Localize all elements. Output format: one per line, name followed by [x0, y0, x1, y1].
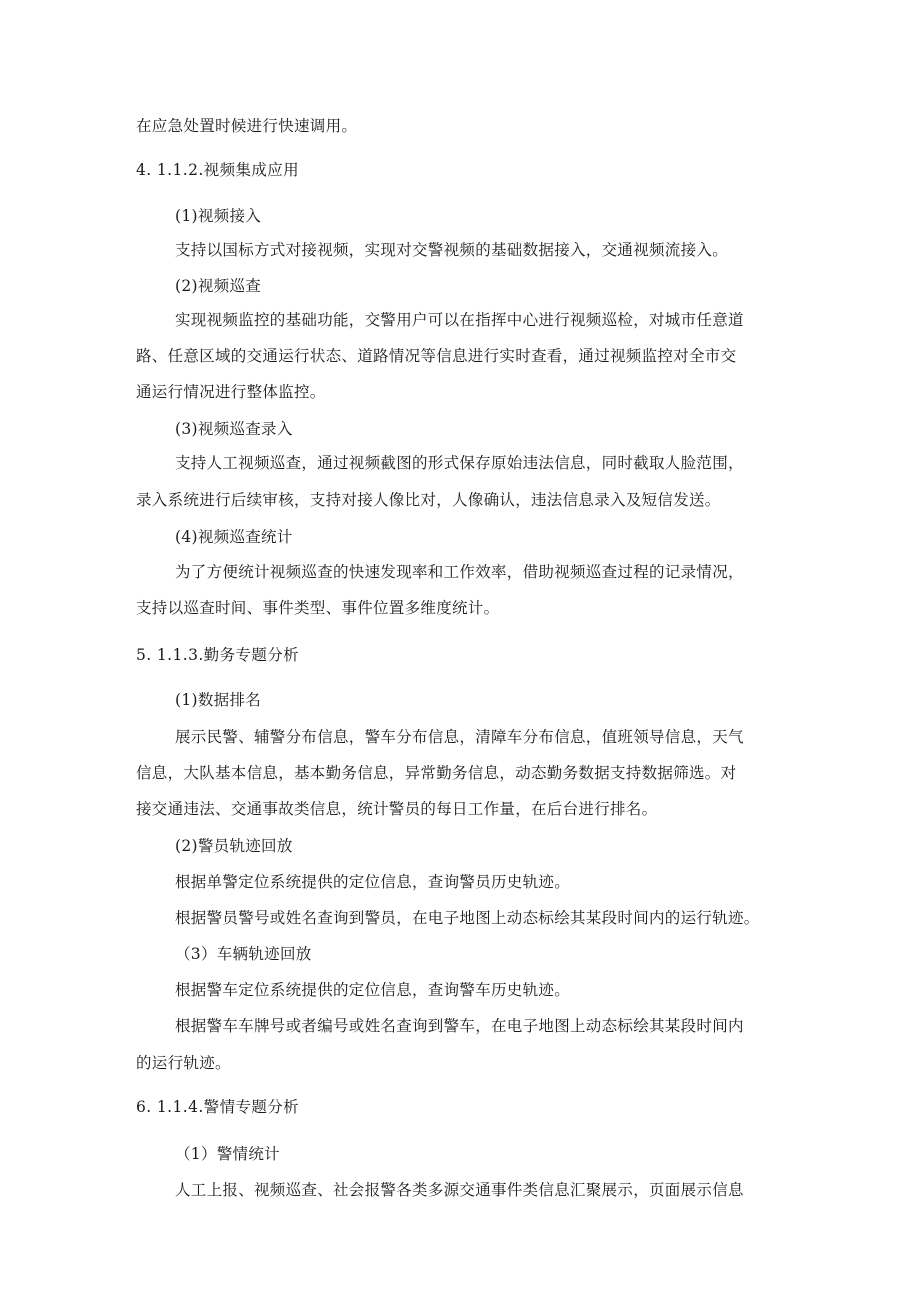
paragraph-line: 实现视频监控的基础功能，交警用户可以在指挥中心进行视频巡检，对城市任意道	[175, 311, 744, 329]
paragraph-line: 根据警员警号或姓名查询到警员，在电子地图上动态标绘其某段时间内的运行轨迹。	[175, 909, 760, 927]
section-heading: 5. 1.1.3.勤务专题分析	[136, 646, 300, 664]
paragraph-line: 通运行情况进行整体监控。	[136, 383, 326, 401]
paragraph-line: 根据警车车牌号或者编号或姓名查询到警车，在电子地图上动态标绘其某段时间内	[175, 1017, 744, 1035]
paragraph-line: 为了方便统计视频巡查的快速发现率和工作效率，借助视频巡查过程的记录情况，	[175, 563, 744, 581]
subsection-heading: (4)视频巡查统计	[175, 528, 293, 546]
paragraph-line: 在应急处置时候进行快速调用。	[136, 117, 358, 135]
paragraph-line: 信息，大队基本信息，基本勤务信息，异常勤务信息，动态勤务数据支持数据筛选。对	[136, 764, 737, 782]
paragraph-line: 支持人工视频巡查，通过视频截图的形式保存原始违法信息，同时截取人脸范围，	[175, 454, 744, 472]
section-heading: 6. 1.1.4.警情专题分析	[136, 1098, 300, 1116]
paragraph-line: 的运行轨迹。	[136, 1054, 231, 1072]
subsection-heading: （3）车辆轨迹回放	[175, 945, 312, 963]
paragraph-line: 支持以巡查时间、事件类型、事件位置多维度统计。	[136, 599, 500, 617]
subsection-heading: (1)视频接入	[175, 207, 262, 225]
paragraph-line: 支持以国标方式对接视频，实现对交警视频的基础数据接入，交通视频流接入。	[175, 241, 729, 259]
paragraph-line: 人工上报、视频巡查、社会报警各类多源交通事件类信息汇聚展示，页面展示信息	[175, 1181, 744, 1199]
subsection-heading: (3)视频巡查录入	[175, 420, 293, 438]
subsection-heading: (2)视频巡查	[175, 277, 262, 295]
subsection-heading: (1)数据排名	[175, 691, 262, 709]
section-heading: 4. 1.1.2.视频集成应用	[136, 161, 300, 179]
paragraph-line: 根据单警定位系统提供的定位信息，查询警员历史轨迹。	[175, 873, 571, 891]
subsection-heading: (2)警员轨迹回放	[175, 837, 293, 855]
paragraph-line: 根据警车定位系统提供的定位信息，查询警车历史轨迹。	[175, 981, 571, 999]
paragraph-line: 录入系统进行后续审核，支持对接人像比对，人像确认，违法信息录入及短信发送。	[136, 491, 721, 509]
paragraph-line: 路、任意区域的交通运行状态、道路情况等信息进行实时查看，通过视频监控对全市交	[136, 347, 737, 365]
paragraph-line: 接交通违法、交通事故类信息，统计警员的每日工作量，在后台进行排名。	[136, 800, 658, 818]
subsection-heading: （1）警情统计	[175, 1145, 280, 1163]
paragraph-line: 展示民警、辅警分布信息，警车分布信息，清障车分布信息，值班领导信息，天气	[175, 728, 744, 746]
